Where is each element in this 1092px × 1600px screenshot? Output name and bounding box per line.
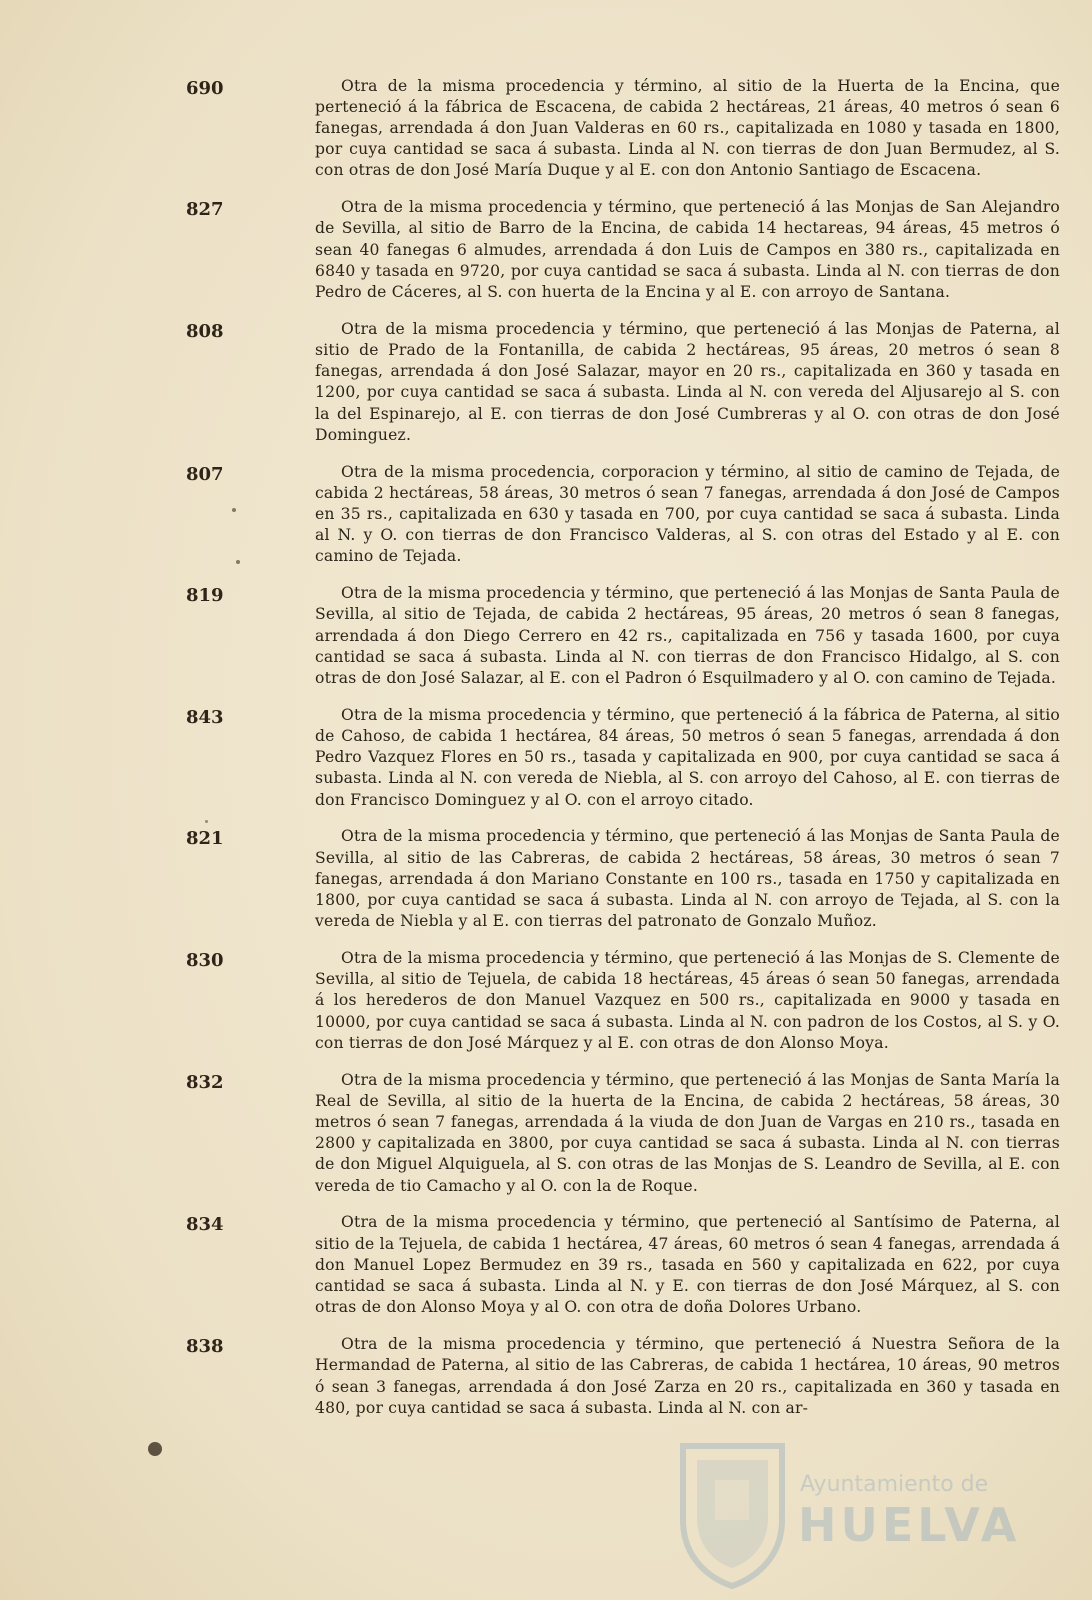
- entry-number: 821: [186, 828, 224, 850]
- entry: [0, 197, 1092, 303]
- entry-text: Otra de la misma procedencia, corporacion y término, al sitio de camino de Tejada, de cabida 2 hectáreas, 58 áreas, 30 metros ó sean 7 fanegas, arrendada á don José de Campos en 35 rs., capitalizada en 630 y tasada en 700, por cuya cantidad se saca á subasta. Linda al N. y O. con tierras de don Francisco Valderas, al S. con otras del Estado y al E. con camino de Tejada.: [315, 462, 1060, 566]
- entry-number: 819: [186, 585, 224, 607]
- entry-text: Otra de la misma procedencia y término, que perteneció á las Monjas de Santa María la Real de Sevilla, al sitio de la huerta de la Encina, de cabida 2 hectáreas, 58 áreas, 30 metros ó sean 7 fanegas, arrendada á la viuda de don Juan de Vargas en 210 rs., tasada en 2800 y capitalizada en 3800, por cuya cantidad se saca á subasta. Linda al N. con tierras de don Miguel Alquiguela, al S. con otras de las Monjas de S. Leandro de Sevilla, al E. con vereda de tio Camacho y al O. con la de Roque.: [315, 1070, 1060, 1195]
- entry: [0, 826, 1092, 932]
- entry-text: Otra de la misma procedencia y término, que perteneció á la fábrica de Paterna, al sitio de Cahoso, de cabida 1 hectárea, 84 áreas, 50 metros ó sean 5 fanegas, arrendada á don Pedro Vazquez Flores en 50 rs., tasada y capitalizada en 900, por cuya cantidad se saca á subasta. Linda al N. con vereda de Niebla, al S. con arroyo del Cahoso, al E. con tierras de don Francisco Dominguez y al O. con el arroyo citado.: [315, 705, 1060, 809]
- ink-speck: [148, 1442, 162, 1456]
- entry-text: Otra de la misma procedencia y término, al sitio de la Huerta de la Encina, que perteneció á la fábrica de Escacena, de cabida 2 hectáreas, 21 áreas, 40 metros ó sean 6 fanegas, arrendada á don Juan Valderas en 60 rs., capitalizada en 1080 y tasada en 1800, por cuya cantidad se saca á subasta. Linda al N. con tierras de don Juan Bermudez, al S. con otras de don José María Duque y al E. con don Antonio Santiago de Escacena.: [315, 76, 1060, 180]
- watermark: [665, 1440, 1065, 1590]
- watermark-line1: Ayuntamiento de: [800, 1472, 989, 1497]
- entry-text: Otra de la misma procedencia y término, que perteneció á Nuestra Señora de la Hermandad de Paterna, al sitio de las Cabreras, de cabida 1 hectárea, 10 áreas, 90 metros ó sean 3 fanegas, arrendada á don José Zarza en 20 rs., capitalizada en 360 y tasada en 480, por cuya cantidad se saca á subasta. Linda al N. con ar-: [315, 1335, 1060, 1417]
- entry-number: 832: [186, 1071, 224, 1093]
- entry-number: 834: [186, 1214, 224, 1236]
- entry: [0, 1212, 1092, 1318]
- entry: [0, 583, 1092, 689]
- entry-number: 830: [186, 950, 224, 972]
- city-shield-icon: [675, 1440, 790, 1590]
- entry-number: 690: [186, 77, 224, 99]
- entry-number: 843: [186, 706, 224, 728]
- entry-number: 838: [186, 1336, 224, 1358]
- entry-text: Otra de la misma procedencia y término, que perteneció á las Monjas de Paterna, al sitio de Prado de la Fontanilla, de cabida 2 hectáreas, 95 áreas, 20 metros ó sean 8 fanegas, arrendada á don José Salazar, mayor en 20 rs., capitalizada en 360 y tasada en 1200, por cuya cantidad se saca á subasta. Linda al N. con vereda del Aljusarejo al S. con la del Espinarejo, al E. con tierras de don José Cumbreras y al O. con otras de don José Dominguez.: [315, 319, 1060, 444]
- entry: [0, 705, 1092, 811]
- entry: [0, 76, 1092, 182]
- entry-number: 807: [186, 463, 224, 485]
- entry-text: Otra de la misma procedencia y término, que perteneció á las Monjas de Santa Paula de Sevilla, al sitio de las Cabreras, de cabida 2 hectáreas, 58 áreas, 30 metros ó sean 7 fanegas, arrendada á don Mariano Constante en 100 rs., tasada en 1750 y capitalizada en 1800, por cuya cantidad se saca á subasta. Linda al N. con arroyo de Tejada, al S. con la vereda de Niebla y al E. con tierras del patronato de Gonzalo Muñoz.: [315, 827, 1060, 931]
- entry: [0, 1070, 1092, 1197]
- entries-list: [0, 60, 1092, 1435]
- entry-text: Otra de la misma procedencia y término, que perteneció al Santísimo de Paterna, al sitio de la Tejuela, de cabida 1 hectárea, 47 áreas, 60 metros ó sean 4 fanegas, arrendada á don Manuel Lopez Bermudez en 39 rs., tasada en 560 y capitalizada en 622, por cuya cantidad se saca á subasta. Linda al N. y E. con tierras de don José Márquez, al S. con otras de don Alonso Moya y al O. con otra de doña Dolores Urbano.: [315, 1213, 1060, 1317]
- entry: [0, 1334, 1092, 1419]
- ink-speck: [205, 820, 208, 823]
- entry-number: 827: [186, 199, 224, 221]
- entry: [0, 319, 1092, 446]
- entry: [0, 948, 1092, 1054]
- ink-speck: [236, 560, 240, 564]
- entry-number: 808: [186, 320, 224, 342]
- entry: [0, 462, 1092, 568]
- entry-text: Otra de la misma procedencia y término, que perteneció á las Monjas de S. Clemente de Sevilla, al sitio de Tejuela, de cabida 18 hectáreas, 45 áreas ó sean 50 fanegas, arrendada á los herederos de don Manuel Vazquez en 500 rs., capitalizada en 9000 y tasada en 10000, por cuya cantidad se saca á subasta. Linda al N. con padron de los Costos, al S. y O. con tierras de don José Márquez y al E. con otras de don Alonso Moya.: [315, 949, 1060, 1052]
- ink-speck: [232, 508, 236, 512]
- entry-text: Otra de la misma procedencia y término, que perteneció á las Monjas de San Alejandro de Sevilla, al sitio de Barro de la Encina, de cabida 14 hectareas, 94 áreas, 45 metros ó sean 40 fanegas 6 almudes, arrendada á don Luis de Campos en 380 rs., capitalizada en 6840 y tasada en 9720, por cuya cantidad se saca á subasta. Linda al N. con tierras de don Pedro de Cáceres, al S. con huerta de la Encina y al E. con arroyo de Santana.: [315, 198, 1060, 302]
- entry-text: Otra de la misma procedencia y término, que perteneció á las Monjas de Santa Paula de Sevilla, al sitio de Tejada, de cabida 2 hectáreas, 95 áreas, 20 metros ó sean 8 fanegas, arrendada á don Diego Cerrero en 42 rs., capitalizada en 756 y tasada 1600, por cuya cantidad se saca á subasta. Linda al N. con tierras de don Francisco Hidalgo, al S. con otras de don José Salazar, al E. con el Padron ó Esquilmadero y al O. con camino de Tejada.: [315, 584, 1060, 688]
- watermark-line2: HUELVA: [798, 1498, 1021, 1552]
